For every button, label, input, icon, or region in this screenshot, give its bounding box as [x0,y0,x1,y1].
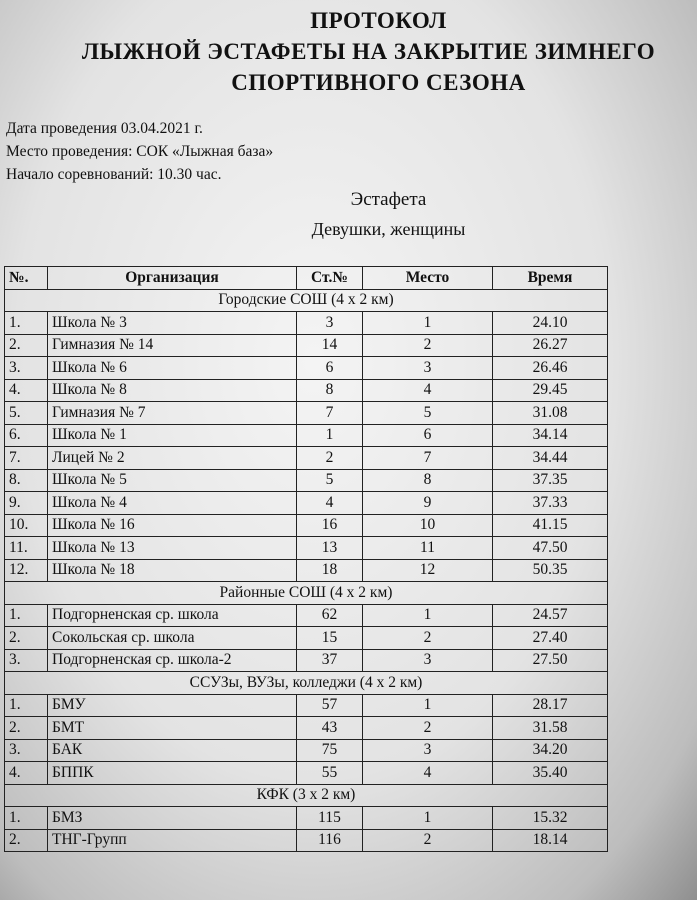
row-num: 2. [5,829,48,852]
row-organization: БМТ [48,717,297,740]
row-num: 11. [5,537,48,560]
row-place: 3 [363,649,493,672]
title-line-3: СПОРТИВНОГО СЕЗОНА [231,70,526,95]
row-start-number: 14 [297,334,363,357]
row-place: 9 [363,492,493,515]
row-organization: Сокольская ср. школа [48,627,297,650]
row-time: 34.14 [493,424,608,447]
row-place: 1 [363,312,493,335]
row-organization: Школа № 18 [48,559,297,582]
row-organization: Школа № 13 [48,537,297,560]
row-organization: Гимназия № 14 [48,334,297,357]
table-row [5,649,608,672]
title-line-1: ПРОТОКОЛ [310,8,447,33]
row-time: 34.44 [493,447,608,470]
col-header-place: Место [363,267,493,290]
row-start-number: 62 [297,604,363,627]
group-title: Районные СОШ (4 х 2 км) [5,582,608,605]
row-time: 24.10 [493,312,608,335]
row-place: 2 [363,334,493,357]
col-header-num: №. [5,267,48,290]
table-row [5,447,608,470]
row-num: 1. [5,694,48,717]
row-organization: Подгорненская ср. школа [48,604,297,627]
row-place: 10 [363,514,493,537]
row-num: 10. [5,514,48,537]
row-time: 31.08 [493,402,608,425]
event-category: Девушки, женщины [311,219,466,239]
row-organization: Школа № 3 [48,312,297,335]
row-num: 12. [5,559,48,582]
row-num: 1. [5,312,48,335]
table-row [5,627,608,650]
table-row [5,762,608,785]
row-organization: Школа № 6 [48,357,297,380]
row-place: 7 [363,447,493,470]
row-start-number: 7 [297,402,363,425]
row-time: 24.57 [493,604,608,627]
row-place: 2 [363,627,493,650]
table-row [5,694,608,717]
group-header-row [5,289,608,312]
row-organization: Школа № 4 [48,492,297,515]
row-num: 2. [5,627,48,650]
row-start-number: 15 [297,627,363,650]
row-num: 3. [5,357,48,380]
event-start: Начало соревнований: 10.30 час. [6,166,222,183]
group-title: ССУЗы, ВУЗы, колледжи (4 х 2 км) [5,672,608,695]
row-time: 29.45 [493,379,608,402]
row-num: 1. [5,807,48,830]
table-row [5,717,608,740]
row-time: 35.40 [493,762,608,785]
row-start-number: 43 [297,717,363,740]
row-place: 3 [363,739,493,762]
row-time: 50.35 [493,559,608,582]
row-start-number: 6 [297,357,363,380]
row-place: 4 [363,762,493,785]
row-place: 6 [363,424,493,447]
row-place: 11 [363,537,493,560]
col-header-org: Организация [48,267,297,290]
row-place: 12 [363,559,493,582]
row-time: 15.32 [493,807,608,830]
row-start-number: 4 [297,492,363,515]
row-place: 3 [363,357,493,380]
row-place: 2 [363,717,493,740]
row-time: 26.27 [493,334,608,357]
results-body [5,289,608,852]
row-num: 4. [5,762,48,785]
row-place: 1 [363,807,493,830]
row-time: 28.17 [493,694,608,717]
event-subtitle: Эстафета [350,189,427,210]
group-header-row [5,582,608,605]
row-start-number: 1 [297,424,363,447]
row-organization: БМЗ [48,807,297,830]
row-num: 2. [5,334,48,357]
row-organization: БППК [48,762,297,785]
table-row [5,492,608,515]
table-row [5,604,608,627]
row-start-number: 16 [297,514,363,537]
row-time: 41.15 [493,514,608,537]
row-time: 31.58 [493,717,608,740]
row-time: 34.20 [493,739,608,762]
group-header-row [5,672,608,695]
row-organization: БМУ [48,694,297,717]
row-place: 1 [363,604,493,627]
event-place: Место проведения: СОК «Лыжная база» [6,143,274,160]
row-num: 7. [5,447,48,470]
row-start-number: 75 [297,739,363,762]
row-time: 47.50 [493,537,608,560]
row-organization: Гимназия № 7 [48,402,297,425]
row-organization: ТНГ-Групп [48,829,297,852]
row-time: 18.14 [493,829,608,852]
row-place: 8 [363,469,493,492]
row-place: 5 [363,402,493,425]
row-num: 4. [5,379,48,402]
row-start-number: 8 [297,379,363,402]
table-row [5,334,608,357]
row-organization: Школа № 16 [48,514,297,537]
row-start-number: 18 [297,559,363,582]
row-start-number: 116 [297,829,363,852]
row-start-number: 3 [297,312,363,335]
col-header-start-number: Ст.№ [297,267,363,290]
table-row [5,379,608,402]
row-time: 27.50 [493,649,608,672]
row-num: 9. [5,492,48,515]
row-start-number: 55 [297,762,363,785]
group-header-row [5,784,608,807]
table-header-row [5,267,608,290]
group-title: Городские СОШ (4 х 2 км) [5,289,608,312]
row-time: 37.33 [493,492,608,515]
row-place: 4 [363,379,493,402]
row-place: 2 [363,829,493,852]
table-row [5,559,608,582]
row-start-number: 2 [297,447,363,470]
row-time: 27.40 [493,627,608,650]
event-date: Дата проведения 03.04.2021 г. [6,120,203,137]
row-start-number: 57 [297,694,363,717]
row-num: 3. [5,649,48,672]
title-line-2: ЛЫЖНОЙ ЭСТАФЕТЫ НА ЗАКРЫТИЕ ЗИМНЕГО [81,39,656,64]
row-num: 6. [5,424,48,447]
table-row [5,357,608,380]
row-start-number: 37 [297,649,363,672]
table-row [5,424,608,447]
row-place: 1 [363,694,493,717]
row-organization: Лицей № 2 [48,447,297,470]
group-title: КФК (3 х 2 км) [5,784,608,807]
row-organization: Школа № 8 [48,379,297,402]
row-num: 8. [5,469,48,492]
table-row [5,514,608,537]
table-row [5,469,608,492]
row-num: 2. [5,717,48,740]
row-time: 26.46 [493,357,608,380]
row-start-number: 115 [297,807,363,830]
row-organization: Подгорненская ср. школа-2 [48,649,297,672]
row-num: 3. [5,739,48,762]
table-row [5,537,608,560]
row-organization: БАК [48,739,297,762]
row-time: 37.35 [493,469,608,492]
row-start-number: 13 [297,537,363,560]
table-row [5,312,608,335]
row-organization: Школа № 5 [48,469,297,492]
table-row [5,402,608,425]
row-start-number: 5 [297,469,363,492]
table-row [5,807,608,830]
row-organization: Школа № 1 [48,424,297,447]
table-row [5,829,608,852]
col-header-time: Время [493,267,608,290]
row-num: 5. [5,402,48,425]
table-row [5,739,608,762]
results-table [4,266,608,852]
row-num: 1. [5,604,48,627]
